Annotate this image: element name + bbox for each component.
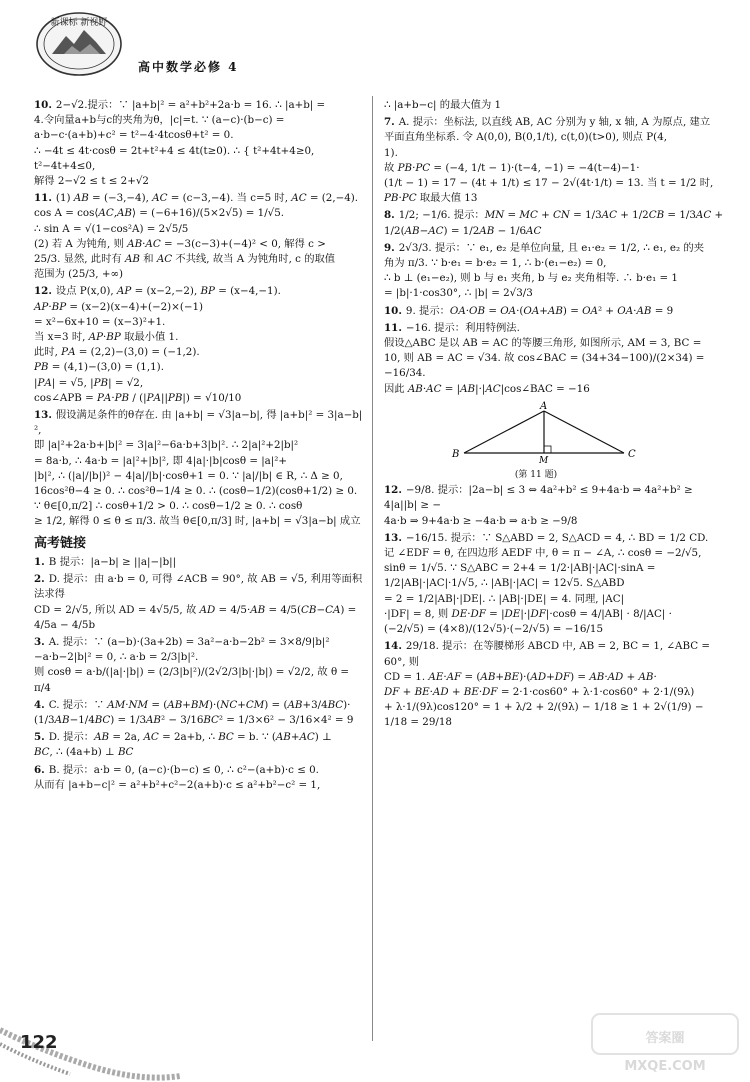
answer-text: ∴ −4t ≤ 4t·cosθ = 2t+t²+4 ≤ 4t(t≥0). ∴ { t²+4t+4≥0, t²−4t+4≤0, [34,144,318,172]
right-answer-5 [384,321,728,397]
left-column [34,98,366,795]
answer-line [34,345,366,360]
label-c: C [628,448,636,460]
answer-line [384,321,728,336]
link-answer-5 [34,763,366,793]
answer-line [384,700,728,730]
right-answer-0 [384,98,728,113]
answer-text: 𝑃𝐵·𝑃𝐶 取最大值 13 [384,192,478,205]
answer-line [34,572,366,602]
answer-line [384,256,728,271]
answer-line [34,454,366,469]
answer-line [384,607,728,622]
answer-line [384,670,728,685]
answer-line [384,336,728,351]
answer-text: ∴ b ⊥ (e₁−e₂), 则 b 与 e₁ 夹角, b 与 e₂ 夹角相等. ∴ b·e₁ = 1 [384,272,678,285]
answer-line [34,408,366,438]
answer-line [384,685,728,700]
answer-line [34,665,366,695]
right-answer-4 [384,304,728,319]
answer-line [34,98,366,113]
answer-line [34,330,366,345]
answer-line [34,222,366,237]
answer-text: A. 提示：坐标法, 以直线 AB, AC 分别为 y 轴, x 轴, A 为原点, 建立 [398,116,711,129]
answer-text: 𝐷𝐹 + 𝐵𝐸·𝐴𝐷 + 𝐵𝐸·𝐷𝐹 = 2·1·cos60° + λ·1·cos60° + 2·1/(9λ) [384,685,695,698]
answer-text: sinθ = 1/√5. ∵ S△ABC = 2+4 = 1/2·|AB|·|AC|·sinA = [384,562,656,575]
answer-text: 2−√2.提示：∵ |a+b|² = a²+b²+2a·b = 16. ∴ |a+b| = [55,99,326,111]
answer-line [34,300,366,315]
answer-text: 29/18. 提示：在等腰梯形 ABCD 中, AB = 2, BC = 1, ∠ABC = 60°, 则 [384,640,714,668]
answer-line [384,639,728,669]
question-number: 5. [34,731,45,744]
question-number: 8. [384,209,395,222]
answer-text: 𝐵𝐶, ∴ (4a+b) ⊥ 𝐵𝐶 [34,746,134,759]
label-a: A [540,400,548,412]
question-number: 1. [34,555,45,568]
question-number: 6. [34,763,45,776]
answer-text: (1/t − 1) = 17 − (4t + 1/t) ≤ 17 − 2√(4t·1/t) = 13. 当 t = 1/2 时, [384,177,714,190]
series-name: 新课标 新视野 [50,18,108,28]
link-answer-0 [34,555,366,570]
answer-text: 1/2(𝐴𝐵−𝐴𝐶) = 1/2𝐴𝐵 − 1/6𝐴𝐶 [384,224,542,237]
answer-line [384,130,728,145]
answer-text: 假设△ABC 是以 AB = AC 的等腰三角形, 如图所示, AM = 3, BC = [384,337,702,350]
right-answer-b-1 [384,531,728,637]
answer-text: 1/2|AB|·|AC|·1/√5, ∴ |AB|·|AC| = 12√5. S△ABD [384,577,625,590]
answer-text: 因此 𝐴𝐵·𝐴𝐶 = |𝐴𝐵|·|𝐴𝐶|cos∠BAC = −16 [384,382,590,395]
answer-line [384,208,728,223]
answer-text: 即 |a|²+2a·b+|b|² = 3|a|²−6a·b+3|b|². ∴ 2|a|²+2|b|² [34,439,299,452]
answer-line [384,546,728,561]
answer-line [34,128,366,143]
question-number: 10. [34,99,52,111]
answer-line [384,191,728,206]
answer-line [34,469,366,484]
answer-line [34,514,366,529]
right-answer-1 [384,115,728,206]
series-logo [34,10,124,78]
answer-text: 假设满足条件的θ存在. 由 |a+b| = √3|a−b|, 得 |a+b|² = 3|a−b|², [34,409,363,437]
answer-line [34,191,366,206]
question-number: 11. [34,192,52,205]
question-number: 2. [34,573,45,586]
answer-text: = x²−6x+10 = (x−3)²+1. [34,315,166,328]
answer-text: (1/3𝐴𝐵−1/4𝐵𝐶) = 1/3𝐴𝐵² − 3/16𝐵𝐶² = 1/3×6² − 3/16×4² = 9 [34,713,354,726]
link-answer-3 [34,698,366,728]
label-b: B [452,448,460,460]
answer-text: −a·b−2|b|² = 0, ∴ a·b = 2/3|b|². [34,651,199,664]
answer-text: ∴ sin A = √(1−cos²A) = 2√5/5 [34,222,189,235]
answer-text: 𝑃𝐵 = (4,1)−(3,0) = (1,1). [34,361,164,374]
answer-text: −16. 提示：利用特例法. [405,321,520,334]
question-number: 11. [384,321,402,334]
left-answer-2 [34,284,366,406]
svg-text:答案圈: 答案圈 [645,1031,685,1046]
left-answer-0 [34,98,366,189]
right-answer-2 [384,208,728,238]
answer-text: D. 提示：𝐴𝐵 = 2a, 𝐴𝐶 = 2a+b, ∴ 𝐵𝐶 = b. ∵ (𝐴𝐵+𝐴𝐶) ⊥ [48,731,332,744]
answer-line [384,176,728,191]
answer-line [34,391,366,406]
answer-text: 10, 则 AB = AC = √34. 故 cos∠BAC = (34+34−100)/(2×34) = −16/34. [384,352,708,380]
answer-text: + λ·1/(9λ)cos120° = 1 + λ/2 + 2/(9λ) − 1/18 ≥ 1 + 2√(1/9) − 1/18 = 29/18 [384,701,707,729]
answer-text: −9/8. 提示：|2a−b| ≤ 3 ⇔ 4a²+b² ≤ 9+4a·b ⇒ 4a²+b² ≥ 4|a||b| ≥ − [384,484,696,512]
answer-text: 设点 P(x,0), 𝐴𝑃 = (x−2,−2), 𝐵𝑃 = (x−4,−1). [55,285,281,298]
answer-text: 25/3. 显然, 此时有 𝐴𝐵 和 𝐴𝐶 不共线, 故当 A 为钝角时, c 的取值 [34,253,336,266]
answer-text: 角为 π/3. ∵ b·e₁ = b·e₂ = 1, ∴ b·(e₁−e₂) = 0, [384,257,607,270]
answer-text: D. 提示：由 a·b = 0, 可得 ∠ACB = 90°, 故 AB = √5, 利用等面积法求得 [34,573,363,601]
answer-text: 9. 提示：𝑂𝐴·𝑂𝐵 = 𝑂𝐴·(𝑂𝐴+𝐴𝐵) = 𝑂𝐴² + 𝑂𝐴·𝐴𝐵 = 9 [405,304,674,317]
answer-line [384,98,728,113]
answer-text: 2√3/3. 提示：∵ e₁, e₂ 是单位向量, 且 e₁·e₂ = 1/2, ∴ e₁, e₂ 的夹 [398,241,704,254]
left-answer-1 [34,191,366,282]
answer-text: 记 ∠EDF = θ, 在四边形 AEDF 中, θ = π − ∠A, ∴ cosθ = −2/√5, [384,547,702,560]
answer-text: B. 提示：a·b = 0, (a−c)·(b−c) ≤ 0, ∴ c²−(a+b)·c ≤ 0. [48,763,319,776]
answer-line [34,603,366,633]
answer-text: 平面直角坐标系. 令 A(0,0), B(0,1/t), c(t,0)(t>0), 则点 P(4, [384,131,668,144]
answer-line [384,286,728,301]
answer-line [34,650,366,665]
answer-text: (1) 𝐴𝐵 = (−3,−4), 𝐴𝐶 = (c−3,−4). 当 c=5 时, 𝐴𝐶 = (2,−4). [55,192,359,205]
answer-text: 从而有 |a+b−c|² = a²+b²+c²−2(a+b)·c ≤ a²+b²−c² = 1, [34,778,321,791]
link-answer-2 [34,635,366,696]
answer-text: ≥ 1/2, 解得 0 ≤ θ ≤ π/3. 故当 θ∈[0,π/3] 时, |a+b| = √3|a−b| 成立 [34,515,361,528]
answer-text: CD = 1. 𝐴𝐸·𝐴𝐹 = (𝐴𝐵+𝐵𝐸)·(𝐴𝐷+𝐷𝐹) = 𝐴𝐵·𝐴𝐷 + 𝐴𝐵· [384,670,657,683]
answer-text: 4.令向量a+b与c的夹角为θ，|c|=t. ∵ (a−c)·(b−c) = [34,114,285,127]
right-answer-3 [384,241,728,302]
answer-line [34,315,366,330]
answer-line [384,241,728,256]
answer-text: 4a·b ⇒ 9+4a·b ≥ −4a·b ⇒ a·b ≥ −9/8 [384,514,578,527]
answer-line [34,252,366,267]
figure-caption: (第 11 题) [514,470,558,481]
answer-line [384,224,728,239]
answer-text: = |b|·1·cos30°, ∴ |b| = 2√3/3 [384,287,533,300]
answer-line [34,484,366,499]
answer-text: −16/15. 提示：∵ S△ABD = 2, S△ACD = 4, ∴ BD = 1/2 CD. [405,531,709,544]
answer-line [34,730,366,745]
answer-text: = 8a·b, ∴ 4a·b = |a|²+|b|², 即 4|a|·|b|cosθ = |a|²+ [34,454,288,467]
question-number: 12. [384,484,402,497]
answer-text: |𝑃𝐴| = √5, |𝑃𝐵| = √2, [34,376,144,389]
answer-line [384,592,728,607]
question-number: 13. [34,409,52,422]
question-number: 9. [384,241,395,254]
answer-line [384,146,728,161]
answer-text: 1/2; −1/6. 提示：𝑀𝑁 = 𝑀𝐶 + 𝐶𝑁 = 1/3𝐴𝐶 + 1/2𝐶𝐵 = 1/3𝐴𝐶 + [398,209,724,222]
answer-text: A. 提示：∵ (a−b)·(3a+2b) = 3a²−a·b−2b² = 3×8/9|b|² [48,635,330,648]
link-answer-4 [34,730,366,760]
answer-text: 故 𝑃𝐵·𝑃𝐶 = (−4, 1/t − 1)·(t−4, −1) = −4(t−4)−1· [384,161,640,174]
question-number: 7. [384,116,395,129]
answer-line [34,745,366,760]
answer-line [34,360,366,375]
answer-text: cos∠APB = 𝑃𝐴·𝑃𝐵 / (|𝑃𝐴||𝑃𝐵|) = √10/10 [34,391,242,404]
answer-line [34,635,366,650]
answer-line [34,438,366,453]
question-number: 13. [384,531,402,544]
answer-text: C. 提示：∵ 𝐴𝑀·𝑁𝑀 = (𝐴𝐵+𝐵𝑀)·(𝑁𝐶+𝐶𝑀) = (𝐴𝐵+3/4𝐵𝐶)· [48,698,351,711]
answer-line [384,271,728,286]
question-number: 10. [384,304,402,317]
answer-line [34,555,366,570]
svg-text:MXQE.COM: MXQE.COM [624,1059,706,1074]
answer-line [34,267,366,282]
column-divider [372,96,373,1041]
answer-text: (2) 若 A 为钝角, 则 𝐴𝐵·𝐴𝐶 = −3(c−3)+(−4)² < 0, 解得 c > [34,237,326,250]
answer-line [384,351,728,381]
answer-text: ·|DF| = 8, 则 𝐷𝐸·𝐷𝐹 = |𝐷𝐸|·|𝐷𝐹|·cosθ = 4/|AB| · 8/|AC| · [384,607,672,620]
right-answer-b-2 [384,639,728,730]
answer-line [34,113,366,128]
question-number: 4. [34,698,45,711]
answer-line [384,514,728,529]
answer-text: = 2 = 1/2|AB|·|DE|. ∴ |AB|·|DE| = 4. 同理, |AC| [384,592,625,605]
left-answer-3 [34,408,366,530]
answer-text: a·b−c·(a+b)+c² = t²−4·4tcosθ+t² = 0. [34,129,234,142]
answer-line [34,174,366,189]
answer-line [34,237,366,252]
book-title: 高中数学必修 4 [138,60,239,74]
answer-text: 此时, 𝑃𝐴 = (2,2)−(3,0) = (−1,2). [34,346,200,359]
answer-text: |b|², ∴ (|a|/|b|)² − 4|a|/|b|·cosθ+1 = 0. ∵ |a|/|b| ∈ R, ∴ Δ ≥ 0, [34,469,343,482]
watermark-logo [590,1012,740,1076]
answer-line [384,382,728,397]
answer-text: cos A = cos⟨𝐴𝐶,𝐴𝐵⟩ = (−6+16)/(5×2√5) = 1/√5. [34,207,285,220]
answer-line [34,206,366,221]
question-number: 3. [34,635,45,648]
answer-text: 16cos²θ−4 ≥ 0. ∴ cos²θ−1/4 ≥ 0. ∴ (cosθ−1/2)(cosθ+1/2) ≥ 0. [34,485,358,498]
answer-line [384,622,728,637]
answer-line [384,161,728,176]
answer-text: 当 x=3 时, 𝐴𝑃·𝐵𝑃 取最小值 1. [34,331,179,344]
answer-text: (−2/√5) = (4×8)/(12√5)·(−2/√5) = −16/15 [384,623,603,636]
answer-text: 则 cosθ = a·b/(|a|·|b|) = (2/3|b|²)/(2√2/3|b|·|b|) = √2/2, 故 θ = π/4 [34,666,353,694]
answer-line [34,763,366,778]
answer-text: 解得 2−√2 ≤ t ≤ 2+√2 [34,175,149,188]
answer-line [384,531,728,546]
answer-line [34,499,366,514]
answer-text: B 提示：|a−b| ≥ ||a|−|b|| [48,555,177,568]
answer-line [384,304,728,319]
answer-line [34,284,366,299]
answer-line [34,144,366,174]
answer-line [34,713,366,728]
answer-line [384,576,728,591]
link-answer-1 [34,572,366,633]
section-title: 高考链接 [34,535,87,551]
answer-line [384,115,728,130]
answer-text: 𝐴𝑃·𝐵𝑃 = (x−2)(x−4)+(−2)×(−1) [34,300,204,313]
answer-text: ∴ |a+b−c| 的最大值为 1 [384,99,502,111]
right-column [384,98,728,733]
question-number: 12. [34,285,52,298]
answer-text: CD = 2/√5, 所以 AD = 4√5/5, 故 𝐴𝐷 = 4/5·𝐴𝐵 = 4/5(𝐶𝐵−𝐶𝐴) = 4/5a − 4/5b [34,603,360,631]
answer-text: 1). [384,146,398,159]
label-m: M [539,455,549,463]
triangle-figure [444,401,644,463]
page-number: 122 [20,1032,58,1053]
answer-text: ∵ θ∈[0,π/2] ∴ cosθ+1/2 > 0. ∴ cosθ−1/2 ≥ 0. ∴ cosθ [34,500,303,513]
answer-line [384,483,728,513]
answer-line [384,561,728,576]
right-answer-b-0 [384,483,728,529]
answer-text: 范围为 (25/3, +∞) [34,268,124,281]
answer-line [34,376,366,391]
question-number: 14. [384,640,402,653]
answer-line [34,698,366,713]
answer-line [34,778,366,793]
